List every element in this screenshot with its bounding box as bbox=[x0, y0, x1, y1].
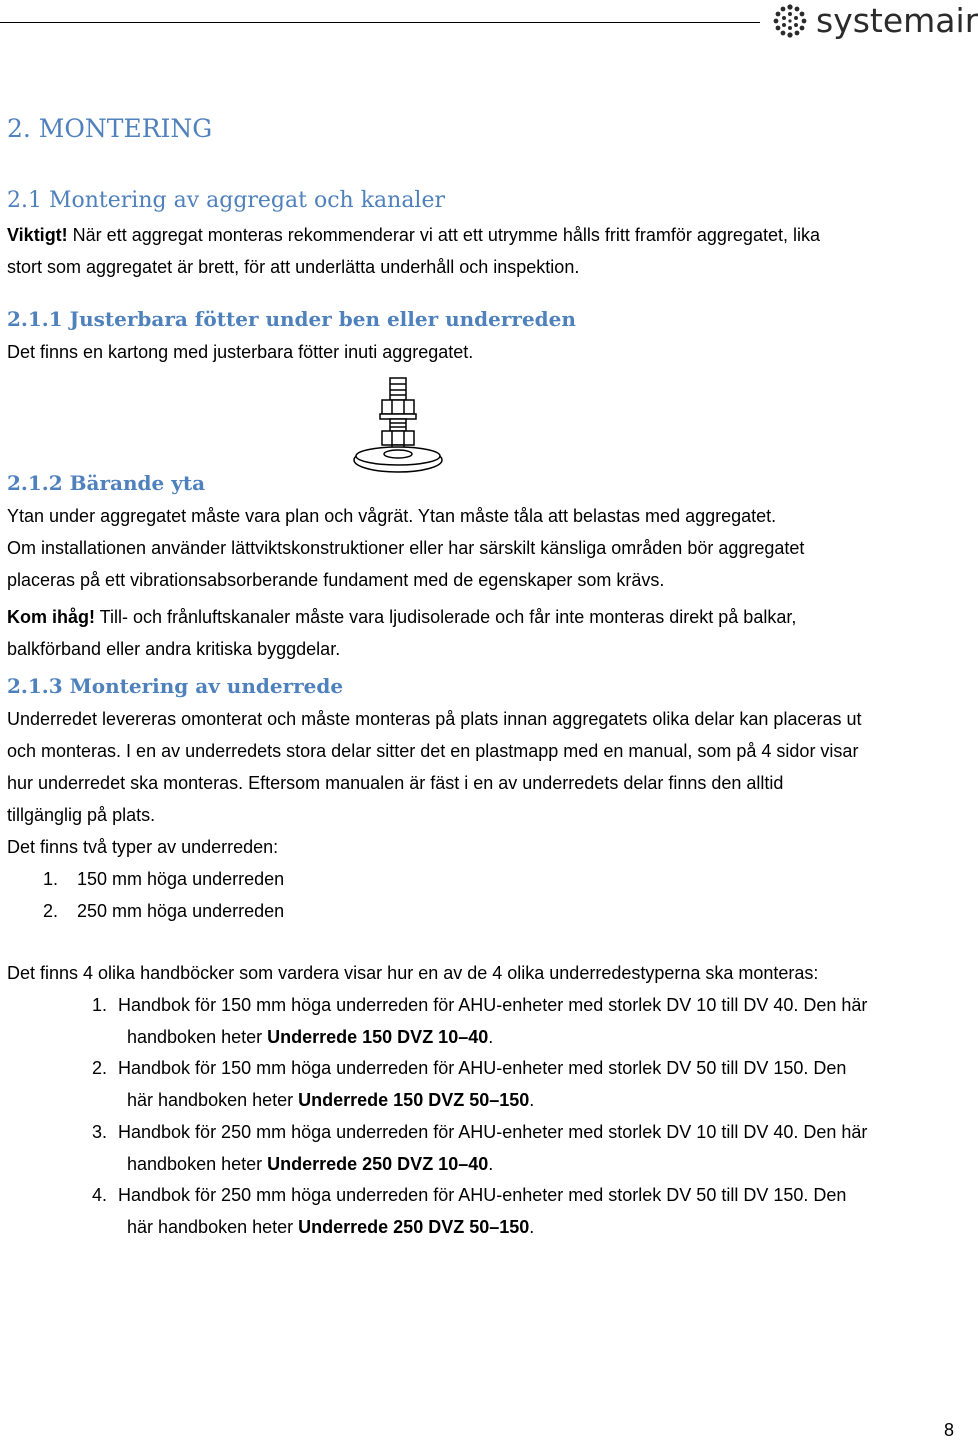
base-line-1: Underredet levereras omonterat och måste monteras på plats innan aggregatets olika delar kan placeras ut bbox=[7, 709, 862, 729]
subsection-title-2-1-1: 2.1.1 Justerbara fötter under ben eller underreden bbox=[7, 307, 576, 331]
note-label: Kom ihåg! bbox=[7, 607, 95, 627]
note-line-1: Kom ihåg! Till- och frånluftskanaler måste vara ljudisolerade och får inte monteras direkt på balkar, bbox=[7, 607, 797, 627]
list-item-continuation: handboken heter Underrede 150 DVZ 10–40. bbox=[127, 1027, 494, 1047]
feet-text: Det finns en kartong med justerbara fötter inuti aggregatet. bbox=[7, 342, 474, 362]
subsection-title-2-1-3: 2.1.3 Montering av underrede bbox=[7, 674, 344, 698]
list-item: 4. Handbok för 250 mm höga underreden för AHU-enheter med storlek DV 50 till DV 150. Den bbox=[92, 1185, 847, 1205]
base-line-4: tillgänglig på plats. bbox=[7, 805, 156, 825]
base-line-3: hur underredet ska monteras. Eftersom manualen är fäst i en av underredets delar finns den alltid bbox=[7, 773, 784, 793]
logo-text: systemair bbox=[816, 1, 978, 40]
header-rule bbox=[0, 22, 760, 23]
list-item-continuation: här handboken heter Underrede 150 DVZ 50–150. bbox=[127, 1090, 535, 1110]
surface-line-2: Om installationen använder lättviktskonstruktioner eller har särskilt känsliga områden bör aggregatet bbox=[7, 538, 805, 558]
subsection-title-2-1-2: 2.1.2 Bärande yta bbox=[7, 471, 206, 495]
list-item: 2. Handbok för 150 mm höga underreden för AHU-enheter med storlek DV 50 till DV 150. Den bbox=[92, 1058, 847, 1078]
intro-line-2: stort som aggregatet är brett, för att underlätta underhåll och inspektion. bbox=[7, 257, 580, 277]
list-item-continuation: handboken heter Underrede 250 DVZ 10–40. bbox=[127, 1154, 494, 1174]
list-item: 2. 250 mm höga underreden bbox=[43, 901, 285, 921]
section-title: 2. MONTERING bbox=[7, 114, 213, 143]
adjustable-foot-icon bbox=[352, 374, 444, 476]
manual-name: Underrede 250 DVZ 50–150 bbox=[298, 1217, 530, 1237]
systemair-dots-icon bbox=[770, 2, 812, 42]
list-item: 3. Handbok för 250 mm höga underreden för AHU-enheter med storlek DV 10 till DV 40. Den här bbox=[92, 1122, 868, 1142]
manual-name: Underrede 150 DVZ 50–150 bbox=[298, 1090, 530, 1110]
important-label: Viktigt! bbox=[7, 225, 68, 245]
subsection-title-2-1: 2.1 Montering av aggregat och kanaler bbox=[7, 188, 446, 213]
base-line-2: och monteras. I en av underredets stora delar sitter det en plastmapp med en manual, som på 4 sidor visar bbox=[7, 741, 859, 761]
note-line-2: balkförband eller andra kritiska byggdelar. bbox=[7, 639, 341, 659]
types-intro: Det finns två typer av underreden: bbox=[7, 837, 279, 857]
manuals-intro: Det finns 4 olika handböcker som vardera visar hur en av de 4 olika underredestyperna ska monteras: bbox=[7, 963, 819, 983]
manual-name: Underrede 250 DVZ 10–40 bbox=[267, 1154, 489, 1174]
list-item: 1. 150 mm höga underreden bbox=[43, 869, 285, 889]
surface-line-3: placeras på ett vibrationsabsorberande fundament med de egenskaper som krävs. bbox=[7, 570, 665, 590]
intro-line-1: Viktigt! När ett aggregat monteras rekommenderar vi att ett utrymme hålls fritt framför aggregatet, lika bbox=[7, 225, 820, 245]
list-item: 1. Handbok för 150 mm höga underreden för AHU-enheter med storlek DV 10 till DV 40. Den här bbox=[92, 995, 868, 1015]
surface-line-1: Ytan under aggregatet måste vara plan och vågrät. Ytan måste tåla att belastas med aggregatet. bbox=[7, 506, 777, 526]
manual-name: Underrede 150 DVZ 10–40 bbox=[267, 1027, 489, 1047]
page-number: 8 bbox=[943, 1420, 954, 1440]
list-item-continuation: här handboken heter Underrede 250 DVZ 50–150. bbox=[127, 1217, 535, 1237]
systemair-logo bbox=[770, 0, 978, 42]
